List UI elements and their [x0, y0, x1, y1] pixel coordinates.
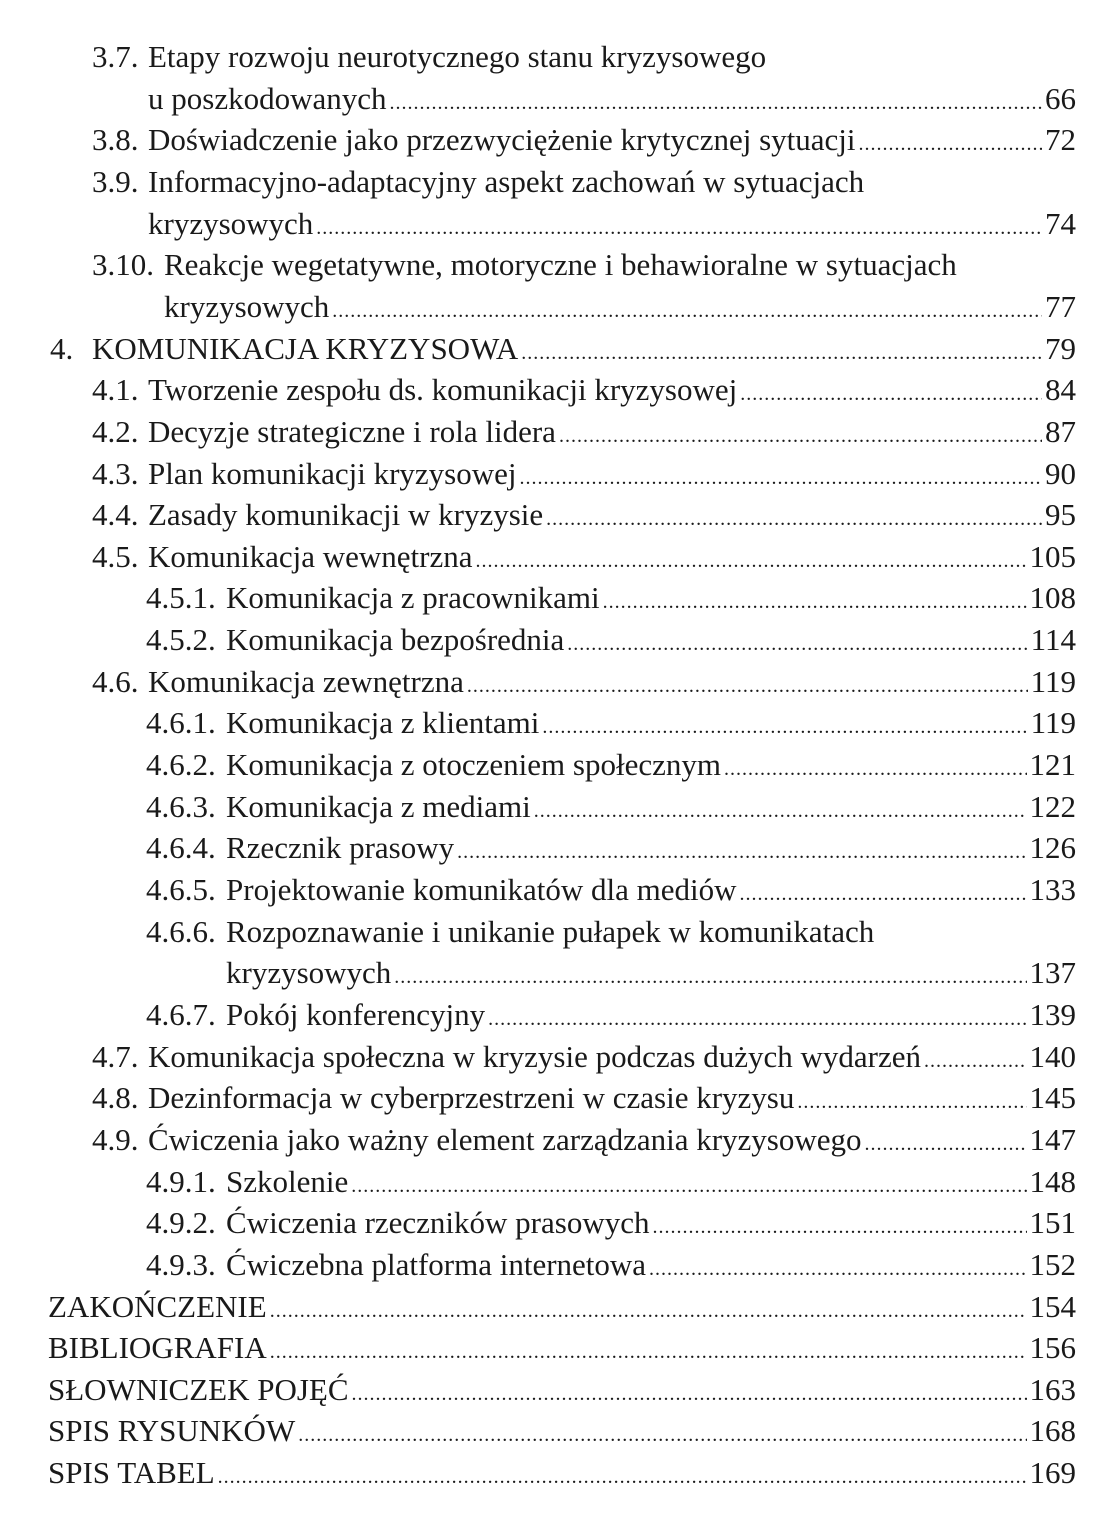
- toc-line: [148, 203, 1076, 245]
- toc-line: [48, 1327, 1076, 1369]
- toc-entry: [0, 536, 1106, 578]
- toc-line: [146, 1202, 1076, 1244]
- toc-line: [226, 952, 1076, 994]
- toc-entry: [0, 911, 1106, 953]
- entry-number: 4.6.3.: [146, 788, 216, 824]
- entry-title: Komunikacja zewnętrzna: [148, 663, 464, 699]
- page-number: 105: [1029, 538, 1076, 574]
- page-number: 84: [1045, 372, 1076, 408]
- toc-entry: [0, 161, 1106, 203]
- entry-title: Doświadczenie jako przezwyciężenie krytycznej sytuacji: [148, 122, 856, 158]
- page-number: 140: [1029, 1038, 1076, 1074]
- toc-line: [48, 1286, 1076, 1328]
- toc-line: [146, 994, 1076, 1036]
- toc-line: [92, 1077, 1076, 1119]
- page-number: 133: [1029, 872, 1076, 907]
- dot-leader: [567, 623, 1027, 665]
- entry-number: 4.7.: [92, 1038, 139, 1074]
- dot-leader: [457, 831, 1026, 873]
- page-number: 168: [1029, 1413, 1076, 1449]
- page-number: 72: [1045, 122, 1076, 158]
- toc-line: [48, 1452, 1076, 1494]
- toc-entry: [0, 827, 1106, 869]
- toc-line: [48, 1369, 1076, 1411]
- dot-leader: [394, 956, 1026, 998]
- entry-title: Ćwiczenia rzeczników prasowych: [226, 1205, 650, 1241]
- toc-entry-continuation: [0, 78, 1106, 120]
- entry-title: Ćwiczenia jako ważny element zarządzania kryzysowego: [148, 1121, 862, 1157]
- entry-title: Projektowanie komunikatów dla mediów: [226, 872, 737, 907]
- toc-line: [146, 619, 1076, 661]
- toc-line: [92, 36, 766, 78]
- entry-title: Informacyjno-adaptacyjny aspekt zachowań w sytuacjach: [148, 163, 865, 199]
- dot-leader: [865, 1123, 1027, 1165]
- entry-title: Komunikacja z otoczeniem społecznym: [226, 747, 721, 783]
- entry-title: kryzysowych: [148, 205, 314, 241]
- entry-title: u poszkodowanych: [148, 80, 387, 116]
- page-number: 151: [1029, 1205, 1076, 1241]
- page-number: 87: [1045, 413, 1076, 449]
- entry-title: Rozpoznawanie i unikanie pułapek w komunikatach: [226, 913, 875, 949]
- toc-line: [92, 494, 1076, 536]
- dot-leader: [270, 1331, 1027, 1373]
- entry-number: 4.6.: [92, 663, 139, 699]
- toc-entry: [0, 1452, 1106, 1494]
- page-number: 119: [1030, 663, 1076, 699]
- toc-entry: [0, 702, 1106, 744]
- toc-entry: [0, 411, 1106, 453]
- toc-entry: [0, 369, 1106, 411]
- toc-line: [92, 1036, 1076, 1078]
- entry-number: 4.9.2.: [146, 1205, 216, 1241]
- entry-title: Reakcje wegetatywne, motoryczne i behawioralne w sytuacjach: [164, 247, 957, 283]
- entry-number: 4.5.: [92, 538, 139, 574]
- toc-line: [146, 911, 874, 953]
- toc-line: [146, 577, 1076, 619]
- dot-leader: [542, 706, 1027, 748]
- page-number: 79: [1045, 330, 1076, 366]
- toc-entry: [0, 786, 1106, 828]
- entry-number: 4.6.2.: [146, 747, 216, 783]
- dot-leader: [534, 790, 1027, 832]
- toc-line: [164, 286, 1076, 328]
- page-number: 108: [1029, 580, 1076, 616]
- toc-line: [50, 328, 1076, 370]
- page-number: 139: [1029, 996, 1076, 1032]
- toc-entry: [0, 1119, 1106, 1161]
- entry-title: Komunikacja wewnętrzna: [148, 538, 473, 574]
- entry-title: Dezinformacja w cyberprzestrzeni w czasie kryzysu: [148, 1080, 795, 1116]
- page-number: 122: [1029, 788, 1076, 824]
- toc-entry-continuation: [0, 203, 1106, 245]
- page-number: 121: [1029, 747, 1076, 783]
- entry-title: ZAKOŃCZENIE: [48, 1288, 267, 1324]
- entry-number: 4.5.2.: [146, 622, 216, 658]
- dot-leader: [352, 1373, 1027, 1415]
- toc-line: [92, 161, 864, 203]
- entry-title: Komunikacja z pracownikami: [226, 580, 600, 616]
- toc-entry: [0, 1369, 1106, 1411]
- toc-entry: [0, 1036, 1106, 1078]
- page-number: 114: [1030, 622, 1076, 658]
- toc-entry: [0, 119, 1106, 161]
- entry-title: Komunikacja z klientami: [226, 705, 540, 741]
- entry-title: SPIS TABEL: [48, 1455, 215, 1491]
- toc-entry: [0, 1410, 1106, 1452]
- toc-entry: [0, 1327, 1106, 1369]
- toc-entry: [0, 244, 1106, 286]
- entry-title: Komunikacja bezpośrednia: [226, 622, 565, 658]
- dot-leader: [521, 332, 1042, 374]
- page-number: 90: [1045, 455, 1076, 491]
- entry-title: Komunikacja społeczna w kryzysie podczas dużych wydarzeń: [148, 1038, 921, 1074]
- toc-entry: [0, 36, 1106, 78]
- dot-leader: [218, 1456, 1027, 1498]
- toc-entry: [0, 577, 1106, 619]
- toc-entry: [0, 1244, 1106, 1286]
- toc-line: [146, 1161, 1076, 1203]
- entry-title: Komunikacja z mediami: [226, 788, 531, 824]
- dot-leader: [332, 290, 1042, 332]
- toc-line: [92, 453, 1076, 495]
- entry-title: Tworzenie zespołu ds. komunikacji kryzysowej: [148, 372, 738, 408]
- toc-line: [92, 661, 1076, 703]
- entry-number: 4.4.: [92, 497, 139, 533]
- page-number: 156: [1029, 1330, 1076, 1366]
- page-number: 147: [1029, 1121, 1076, 1157]
- toc-entry: [0, 453, 1106, 495]
- entry-number: 4.6.1.: [146, 705, 216, 741]
- dot-leader: [546, 498, 1042, 540]
- toc-entry: [0, 1202, 1106, 1244]
- dot-leader: [476, 540, 1027, 582]
- entry-number: 4.9.3.: [146, 1246, 216, 1282]
- page-number: 119: [1030, 705, 1076, 741]
- entry-number: 4.9.1.: [146, 1163, 216, 1199]
- entry-number: 4.: [50, 330, 74, 366]
- toc-entry: [0, 869, 1106, 911]
- toc-entry: [0, 1286, 1106, 1328]
- toc-line: [48, 1410, 1076, 1452]
- entry-number: 4.2.: [92, 413, 139, 449]
- entry-title: Zasady komunikacji w kryzysie: [148, 497, 544, 533]
- dot-leader: [724, 748, 1027, 790]
- page-number: 74: [1045, 205, 1076, 241]
- entry-title: Rzecznik prasowy: [226, 830, 455, 866]
- toc-line: [146, 827, 1076, 869]
- entry-title: Szkolenie: [226, 1163, 349, 1199]
- page-number: 66: [1045, 80, 1076, 116]
- entry-title: BIBLIOGRAFIA: [48, 1330, 267, 1366]
- entry-number: 4.9.: [92, 1121, 139, 1157]
- entry-number: 4.6.7.: [146, 996, 216, 1032]
- toc-entry: [0, 328, 1106, 370]
- toc-entry: [0, 1077, 1106, 1119]
- entry-number: 4.8.: [92, 1080, 139, 1116]
- page-number: 169: [1029, 1455, 1076, 1491]
- toc-line: [92, 1119, 1076, 1161]
- page-number: 163: [1029, 1371, 1076, 1407]
- dot-leader: [351, 1165, 1026, 1207]
- page-number: 137: [1029, 955, 1076, 991]
- dot-leader: [389, 82, 1042, 124]
- toc-line: [146, 744, 1076, 786]
- entry-title: Decyzje strategiczne i rola lidera: [148, 413, 556, 449]
- entry-title: Ćwiczebna platforma internetowa: [226, 1246, 647, 1282]
- toc-line: [92, 536, 1076, 578]
- dot-leader: [652, 1206, 1026, 1248]
- toc-entry: [0, 1161, 1106, 1203]
- toc-entry-continuation: [0, 952, 1106, 994]
- dot-leader: [520, 457, 1043, 499]
- entry-number: 3.8.: [92, 122, 139, 158]
- dot-leader: [740, 373, 1042, 415]
- dot-leader: [488, 998, 1026, 1040]
- dot-leader: [740, 873, 1027, 915]
- entry-number: 3.10.: [92, 247, 154, 283]
- entry-title: SŁOWNICZEK POJĘĆ: [48, 1371, 349, 1407]
- toc-line: [92, 411, 1076, 453]
- dot-leader: [649, 1248, 1026, 1290]
- entry-title: Plan komunikacji kryzysowej: [148, 455, 517, 491]
- page-number: 95: [1045, 497, 1076, 533]
- entry-number: 4.1.: [92, 372, 139, 408]
- dot-leader: [316, 207, 1042, 249]
- entry-title: KOMUNIKACJA KRYZYSOWA: [92, 330, 519, 366]
- toc-entry-continuation: [0, 286, 1106, 328]
- toc-line: [146, 786, 1076, 828]
- toc-line: [146, 869, 1076, 911]
- toc-entry: [0, 744, 1106, 786]
- toc-line: [92, 244, 957, 286]
- dot-leader: [298, 1414, 1026, 1456]
- toc-line: [146, 702, 1076, 744]
- entry-number: 4.6.5.: [146, 872, 216, 907]
- toc-line: [92, 369, 1076, 411]
- dot-leader: [924, 1040, 1027, 1082]
- dot-leader: [603, 581, 1027, 623]
- dot-leader: [559, 415, 1042, 457]
- toc-entry: [0, 994, 1106, 1036]
- entry-number: 4.3.: [92, 455, 139, 491]
- toc-entry: [0, 619, 1106, 661]
- page-number: 77: [1045, 288, 1076, 324]
- toc-line: [148, 78, 1076, 120]
- entry-title: kryzysowych: [226, 955, 392, 991]
- page-number: 126: [1029, 830, 1076, 866]
- entry-number: 4.6.6.: [146, 913, 216, 949]
- entry-title: Pokój konferencyjny: [226, 996, 486, 1032]
- entry-number: 3.7.: [92, 39, 139, 74]
- page-number: 154: [1029, 1288, 1076, 1324]
- entry-number: 3.9.: [92, 163, 139, 199]
- toc-line: [92, 119, 1076, 161]
- dot-leader: [467, 665, 1028, 707]
- dot-leader: [270, 1290, 1027, 1332]
- toc-entry: [0, 494, 1106, 536]
- dot-leader: [797, 1081, 1026, 1123]
- entry-title: Etapy rozwoju neurotycznego stanu kryzysowego: [148, 39, 767, 74]
- page-number: 145: [1029, 1080, 1076, 1116]
- toc-entry: [0, 661, 1106, 703]
- page-number: 152: [1029, 1246, 1076, 1282]
- entry-title: SPIS RYSUNKÓW: [48, 1413, 296, 1449]
- dot-leader: [859, 123, 1043, 165]
- page-number: 148: [1029, 1163, 1076, 1199]
- toc-line: [146, 1244, 1076, 1286]
- entry-number: 4.6.4.: [146, 830, 216, 866]
- entry-title: kryzysowych: [164, 288, 330, 324]
- entry-number: 4.5.1.: [146, 580, 216, 616]
